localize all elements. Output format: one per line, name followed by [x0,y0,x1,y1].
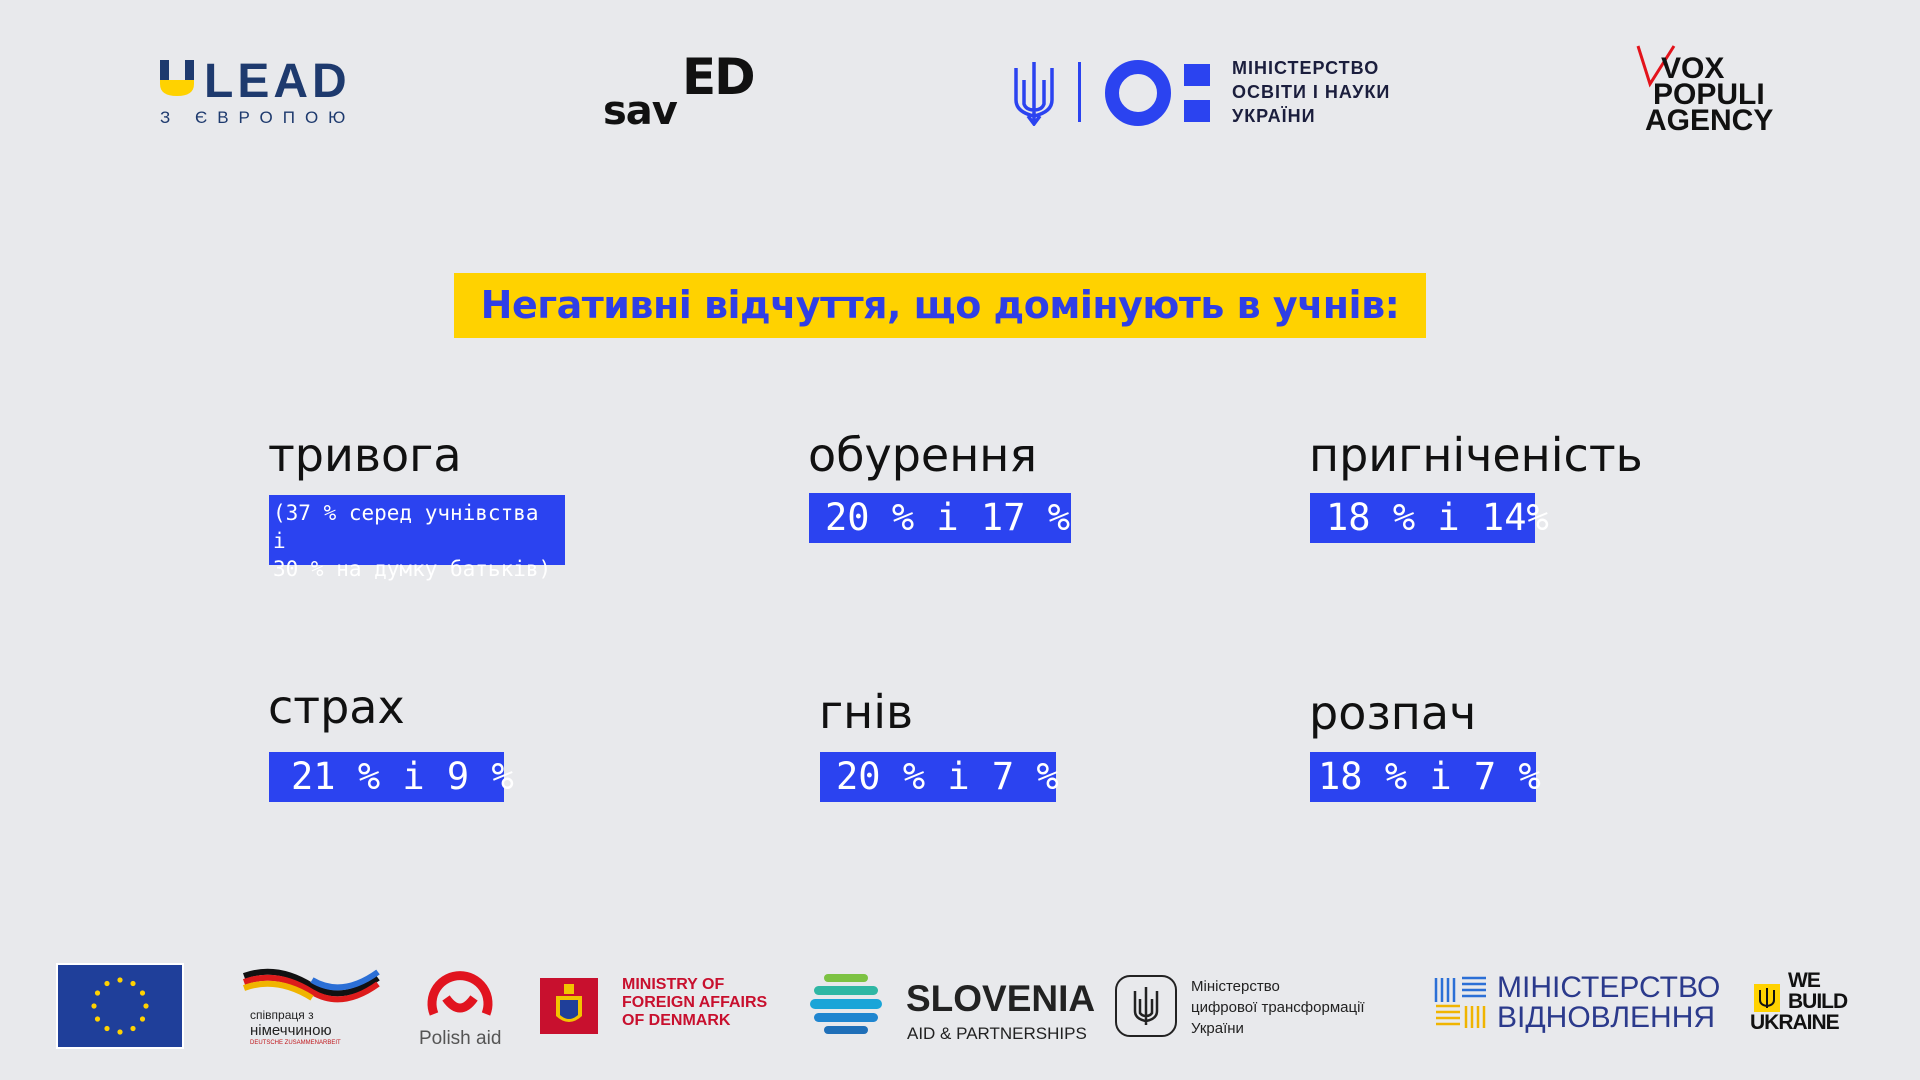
feeling-value-line1: (37 % серед учнівства і [273,501,539,553]
denmark-line3: OF DENMARK [622,1012,731,1029]
ulead-tagline: З ЄВРОПОЮ [160,108,356,127]
eu-flag-icon [56,963,184,1049]
feeling-value-badge: 18 % і 7 % [1310,752,1536,802]
we-build-line2: BUILD [1788,990,1848,1013]
slovenia-globe-icon [810,970,882,1040]
ministry-education-line2: ОСВІТИ І НАУКИ [1232,82,1391,102]
digital-line1: Міністерство [1191,978,1280,995]
feeling-label: обурення [808,428,1038,482]
denmark-name [622,976,767,1030]
denmark-line1: MINISTRY OF [622,976,725,993]
feeling-value-badge: 21 % і 9 % [269,752,504,802]
digital-ministry-name [1191,976,1365,1039]
restoration-line1: МІНІСТЕРСТВО [1497,971,1721,1004]
slovenia-sub: AID & PARTNERSHIPS [907,1024,1087,1043]
feeling-value-badge [269,495,565,581]
we-build-name [1750,969,1848,1034]
denmark-line2: FOREIGN AFFAIRS [622,994,768,1011]
restoration-grid-icon [1434,976,1488,1030]
ulead-name: LEAD [204,55,351,108]
vox-line1: VOX [1661,52,1725,85]
feeling-label: страх [268,680,405,734]
mon-logo-icon [1104,60,1214,126]
we-build-line3: UKRAINE [1750,1011,1839,1034]
page-title: Негативні відчуття, що домінують в учнів: [480,283,1400,327]
feeling-value-badge: 18 % і 14% [1310,493,1535,543]
feeling-label: гнів [819,685,914,739]
slovenia-name: SLOVENIA [906,978,1096,1019]
germany-line2: німеччиною [250,1022,332,1039]
ministry-divider [1078,62,1081,122]
germany-ukraine-ribbon-icon [242,968,380,1008]
vox-line2: POPULI [1653,78,1765,111]
restoration-name [1497,973,1720,1033]
feeling-label: пригніченість [1309,428,1643,482]
ministry-education-line1: МІНІСТЕРСТВО [1232,58,1380,78]
saved-suffix: ED [682,48,754,106]
feeling-value-badge: 20 % і 17 % [809,493,1071,543]
ministry-education-name [1232,56,1390,128]
digital-ministry-trident-icon [1115,975,1177,1037]
restoration-line2: ВІДНОВЛЕННЯ [1497,1001,1716,1034]
digital-line3: України [1191,1020,1244,1037]
germany-line1: співпраця з [250,1008,314,1022]
feeling-value-line2: 30 % на думку батьків) [273,557,552,581]
polish-aid-icon [424,964,496,1026]
ulead-logo-icon [160,60,194,96]
digital-line2: цифрової трансформації [1191,999,1365,1016]
vox-populi-name [1645,52,1774,137]
feeling-value-badge: 20 % і 7 % [820,752,1056,802]
ministry-education-line3: УКРАЇНИ [1232,106,1316,126]
we-build-ukraine-icon [1754,984,1780,1012]
we-build-line1: WE [1788,969,1820,992]
polish-aid-label: Polish aid [419,1028,502,1049]
denmark-coat-of-arms-icon [540,974,598,1034]
feeling-label: тривога [268,428,462,482]
vox-line3: AGENCY [1645,104,1774,137]
feeling-label: розпач [1309,686,1477,740]
saved-prefix: sav [603,88,677,134]
germany-line3: DEUTSCHE ZUSAMMENARBEIT [250,1040,341,1046]
trident-icon [1012,60,1056,126]
